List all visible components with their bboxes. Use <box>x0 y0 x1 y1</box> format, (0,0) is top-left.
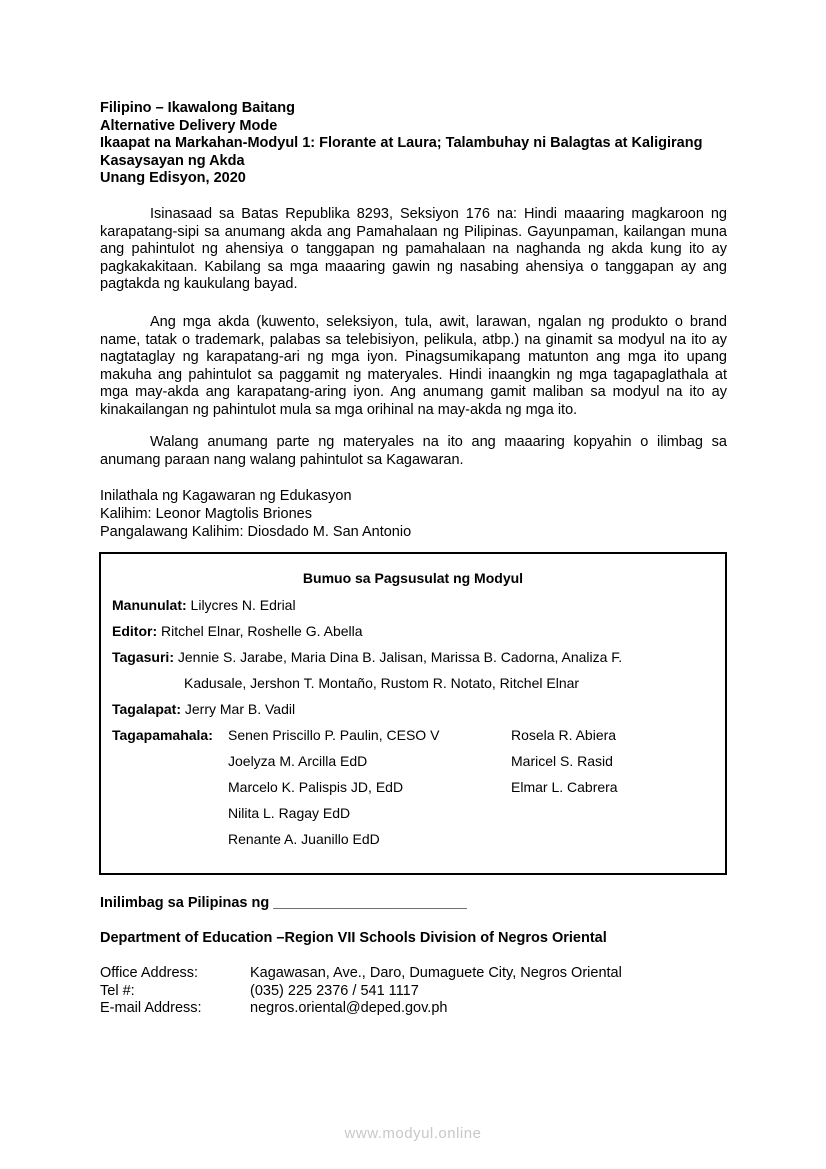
copyright-paragraph-3: Walang anumang parte ng materyales na ito ang maaaring kopyahin o ilimbag sa anumang paraan nang walang pahintulot sa Kagawaran. <box>100 434 727 468</box>
delivery-mode: Alternative Delivery Mode <box>100 117 278 134</box>
manager-name: Rosela R. Abiera <box>511 727 617 743</box>
department-line: Department of Education –Region VII Schools Division of Negros Oriental <box>100 930 607 946</box>
manager-name: Nilita L. Ragay EdD <box>228 805 351 821</box>
contact-info <box>100 965 622 1018</box>
credits-box <box>99 552 727 875</box>
reviewers-value-line1: Jennie S. Jarabe, Maria Dina B. Jalisan, Marissa B. Cadorna, Analiza F. <box>177 649 623 665</box>
publisher-info <box>100 487 411 541</box>
manager-name: Marcelo K. Palispis JD, EdD <box>228 779 404 795</box>
illustrator-value: Jerry Mar B. Vadil <box>184 701 296 717</box>
manager-name: Elmar L. Cabrera <box>511 779 618 795</box>
office-address-label: Office Address: <box>100 965 199 981</box>
tel-row <box>100 983 622 1001</box>
illustrator-label: Tagalapat: <box>112 701 181 717</box>
credit-writer <box>112 597 296 613</box>
edition: Unang Edisyon, 2020 <box>100 170 246 186</box>
undersecretary-line: Pangalawang Kalihim: Diosdado M. San Antonio <box>100 524 412 540</box>
office-address-value: Kagawasan, Ave., Daro, Dumaguete City, Negros Oriental <box>250 965 622 981</box>
watermark: www.modyul.online <box>344 1125 482 1142</box>
email-label: E-mail Address: <box>100 1000 202 1016</box>
credit-editor <box>112 623 363 639</box>
tel-label: Tel #: <box>100 982 135 999</box>
managers-label: Tagapamahala: <box>112 727 213 743</box>
credit-reviewers <box>112 649 622 665</box>
office-address-row <box>100 965 622 983</box>
credits-title: Bumuo sa Pagsusulat ng Modyul <box>302 570 524 586</box>
manager-name: Senen Priscillo P. Paulin, CESO V <box>228 727 440 743</box>
publisher-line: Inilathala ng Kagawaran ng Edukasyon <box>100 488 352 504</box>
reviewers-value-line2: Kadusale, Jershon T. Montaño, Rustom R. Notato, Ritchel Elnar <box>184 675 580 691</box>
module-title-line1: Ikaapat na Markahan-Modyul 1: Florante at Laura; Talambuhay ni Balagtas at Kaligirang <box>100 135 703 151</box>
printed-in-line: Inilimbag sa Pilipinas ng ________________________ <box>100 895 467 911</box>
subject-grade: Filipino – Ikawalong Baitang <box>100 100 295 116</box>
copyright-paragraph-1: Isinasaad sa Batas Republika 8293, Seksiyon 176 na: Hindi maaaring magkaroon ng karapatang-sipi sa anumang akda ang Pamahalaan ng Pilipinas. Gayunpaman, kailangan muna ang pahintulot ng ahensiya o tanggapan ng pamahalaan na naghanda ng akda kung ito ay pagkakakitaan. Kabilang sa mga maaaring gawin ng nasabing ahensiya o tanggapan ay ang pagtakda ng kaukulang bayad. <box>100 206 727 292</box>
copyright-paragraph-2: Ang mga akda (kuwento, seleksiyon, tula, awit, larawan, ngalan ng produkto o brand name, tatak o trademark, palabas sa telebisiyon, pelikula, atbp.) na ginamit sa modyul na ito ay nagtataglay ng karapatang-ari ng mga iyon. Pinagsumikapang matunton ang mga ito upang makuha ang pahintulot sa paggamit ng materyales. Hindi inaangkin ng mga tagapaglathala at mga may-akda ang karapatang-aring iyon. Ang anumang gamit maliban sa modyul na ito ay kinakailangan ng pahintulot mula sa mga orihinal na may-akda ng mga ito. <box>100 314 727 418</box>
manager-name: Renante A. Juanillo EdD <box>228 831 380 847</box>
writer-label: Manunulat: <box>112 597 187 613</box>
credit-managers-label <box>112 727 213 743</box>
email-value: negros.oriental@deped.gov.ph <box>250 1000 448 1016</box>
document-header <box>100 100 740 188</box>
manager-name: Maricel S. Rasid <box>511 753 613 769</box>
credit-illustrator <box>112 701 295 717</box>
writer-value: Lilycres N. Edrial <box>190 597 296 613</box>
manager-name: Joelyza M. Arcilla EdD <box>228 753 368 769</box>
reviewers-label: Tagasuri: <box>112 649 174 665</box>
tel-value: (035) 225 2376 / 541 1117 <box>250 982 419 999</box>
module-title-line2: Kasaysayan ng Akda <box>100 152 245 169</box>
editor-label: Editor: <box>112 623 158 639</box>
secretary-line: Kalihim: Leonor Magtolis Briones <box>100 506 312 522</box>
editor-value: Ritchel Elnar, Roshelle G. Abella <box>161 623 363 639</box>
email-row <box>100 1000 622 1018</box>
